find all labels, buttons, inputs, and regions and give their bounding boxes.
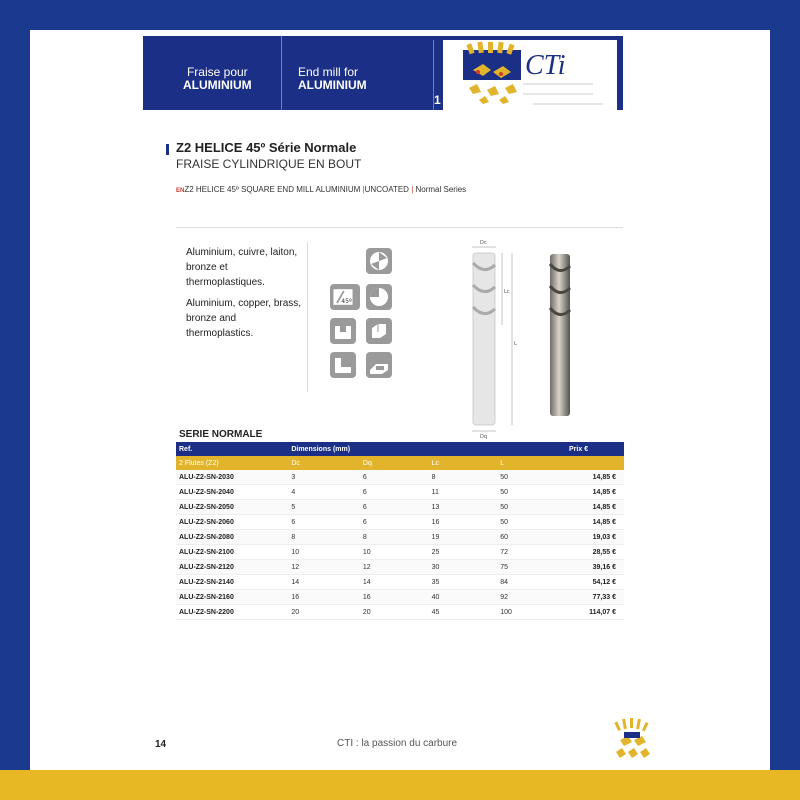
cti-logo (443, 40, 623, 110)
dc-subheader: Dc (288, 456, 360, 470)
pocket-milling-icon (366, 352, 392, 378)
shoulder-milling-icon (330, 352, 356, 378)
en-flag-badge: EN (176, 188, 185, 194)
l-subheader: L (497, 456, 566, 470)
lc-dimension-label: Lc (504, 289, 510, 295)
dq-subheader: Dq (360, 456, 429, 470)
dimensions-header: Dimensions (mm) (288, 442, 566, 456)
helix-45-icon (330, 284, 360, 310)
logo-text: CTi (525, 50, 566, 81)
price-table (176, 442, 624, 620)
table-row: ALU-Z2-SN-2060 6 6 16 50 14,85 € (176, 515, 624, 530)
table-subheader-row (176, 456, 624, 470)
dc-dimension-label: Dc (480, 240, 487, 246)
cti-logo-icon (443, 40, 623, 110)
section-divider (176, 227, 623, 228)
banner-right-bar (617, 36, 623, 110)
english-description-line: ENZ2 HELICE 45º SQUARE END MILL ALUMINIUM |UNCOATED | Normal Series (176, 185, 467, 194)
header-banner (143, 36, 623, 110)
slotting-icon (330, 318, 356, 344)
table-row: ALU-Z2-SN-2040 4 6 11 50 14,85 € (176, 485, 624, 500)
table-row: ALU-Z2-SN-2050 5 6 13 50 14,85 € (176, 500, 624, 515)
table-row: ALU-Z2-SN-2030 3 6 8 50 14,85 € (176, 470, 624, 485)
catalog-page (30, 30, 770, 770)
end-mill-technical-drawing (450, 235, 530, 440)
table-row: ALU-Z2-SN-2080 8 8 19 60 19,03 € (176, 530, 624, 545)
square-end-icon (366, 284, 392, 310)
description-english: Aluminium, copper, brass, bronze and thermoplastics. (186, 298, 302, 339)
table-row: ALU-Z2-SN-2120 12 12 30 75 39,16 € (176, 560, 624, 575)
banner-english-label: End mill for ALUMINIUM (298, 65, 367, 92)
table-row: ALU-Z2-SN-2200 20 20 45 100 114,07 € (176, 605, 624, 620)
cti-sun-logo-icon (610, 718, 654, 762)
l-dimension-label: L (514, 341, 517, 347)
banner-page-index: 1 (434, 93, 441, 107)
price-header: Prix € (566, 442, 624, 456)
end-mill-photo (540, 250, 580, 420)
dq-dimension-label: Dq (480, 434, 488, 440)
page-number: 14 (155, 739, 167, 750)
description-divider (307, 242, 308, 392)
table-row: ALU-Z2-SN-2100 10 10 25 72 28,55 € (176, 545, 624, 560)
product-title: Z2 HELICE 45º Série Normale (176, 140, 357, 155)
footer-tagline: CTI : la passion du carbure (337, 738, 458, 749)
title-marker (166, 144, 169, 155)
table-row: ALU-Z2-SN-2160 16 16 40 92 77,33 € (176, 590, 624, 605)
banner-french-label: Fraise pour ALUMINIUM (183, 65, 252, 92)
product-subtitle: FRAISE CYLINDRIQUE EN BOUT (176, 157, 362, 171)
description-french: Aluminium, cuivre, laiton, bronze et thermoplastiques. (186, 247, 298, 288)
flute-cross-section-icon (366, 248, 392, 274)
table-header-row (176, 442, 624, 456)
side-milling-icon (366, 318, 392, 344)
material-description (186, 245, 306, 347)
bottom-gold-band (0, 770, 800, 800)
lc-subheader: Lc (429, 456, 498, 470)
table-title: SERIE NORMALE (179, 429, 263, 440)
flutes-subheader: 2 Flutes (Z2) (176, 456, 288, 470)
table-row: ALU-Z2-SN-2140 14 14 35 84 54,12 € (176, 575, 624, 590)
svg-text:45º: 45º (341, 298, 352, 306)
ref-header: Ref. (176, 442, 288, 456)
banner-divider (281, 36, 282, 110)
